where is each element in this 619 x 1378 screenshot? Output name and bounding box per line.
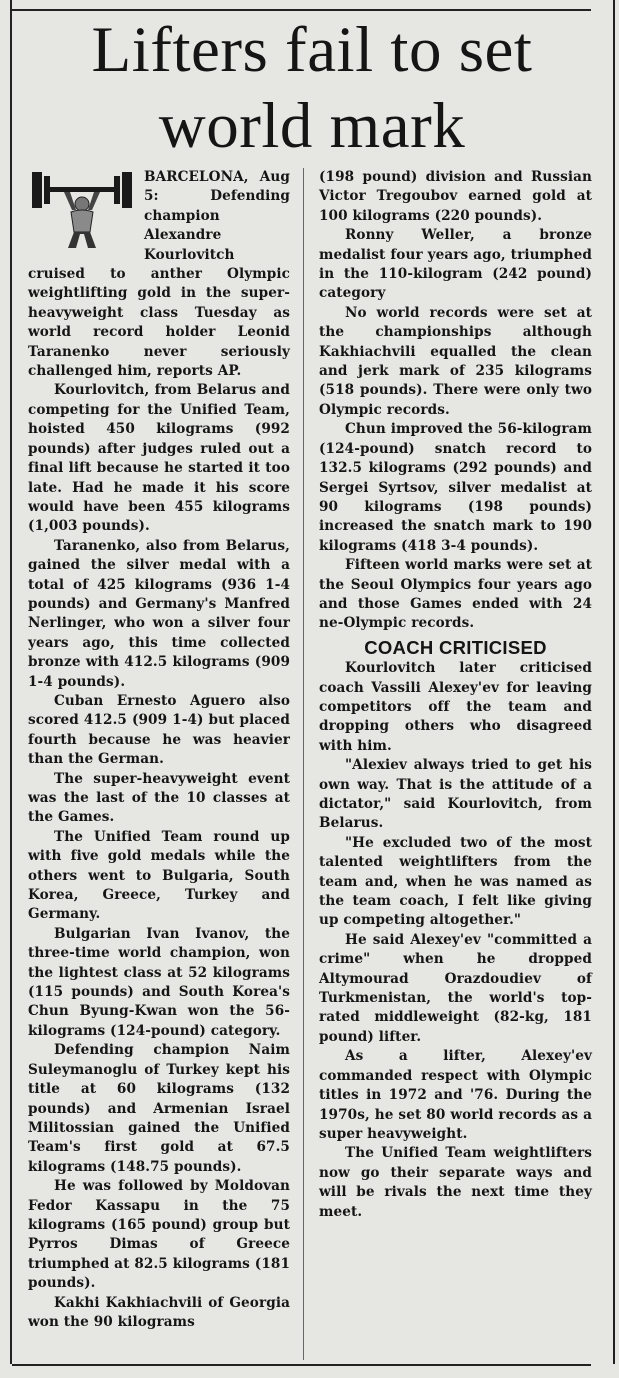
paragraph: "He excluded two of the most talented weightlifters from the team and, when he was named as the team coach, I felt like giving up competing altogether." xyxy=(319,834,592,929)
paragraph: Chun improved the 56-kilogram (124-pound) snatch record to 132.5 kilograms (292 pounds) and Sergei Syrtsov, silver medalist at 90 kilograms (198 pounds) increased the snatch mark to 190 kilograms (418 3-4 pounds). xyxy=(319,421,592,554)
article-right-column xyxy=(319,168,592,1222)
paragraph: Kourlovitch later criticised coach Vassili Alexey'ev for leaving competitors off the team and dropping others who disagreed with him. xyxy=(319,660,592,754)
paragraph: Kourlovitch, from Belarus and competing for the Unified Team, hoisted 450 kilograms (992 pounds) after judges ruled out a final lift because he started it too late. Had he made it his score would have been 455 kilograms (1,003 pounds). xyxy=(28,382,290,535)
headline: Lifters fail to set world mark xyxy=(91,14,533,162)
paragraph: Cuban Ernesto Aguero also scored 412.5 (909 1-4) but placed fourth because he was heavier than the German. xyxy=(28,692,290,768)
paragraph: The Unified Team round up with five gold medals while the others went to Bulgaria, South Korea, Greece, Turkey and Germany. xyxy=(28,828,290,923)
paragraph: No world records were set at the championships although Kakhiachvili equalled the clean and jerk mark of 235 kilograms (518 pounds). There were only two Olympic records. xyxy=(319,304,592,418)
left-border-rule xyxy=(10,0,12,1364)
column-divider xyxy=(303,168,304,1360)
paragraph: Taranenko, also from Belarus, gained the silver medal with a total of 425 kilograms (936 1-4 pounds) and Germany's Manfred Nerlinger, who won a silver four years ago, this time collected bronze with 412.5 kilograms (909 1-4 pounds). xyxy=(28,537,290,690)
paragraph: Bulgarian Ivan Ivanov, the three-time world champion, won the lightest class at 52 kilograms (115 pounds) and South Korea's Chun Byung-Kwan won the 56-kilograms (124-pound) category. xyxy=(28,925,290,1039)
paragraph: The Unified Team weightlifters now go their separate ways and will be rivals the next time they meet. xyxy=(319,1145,592,1220)
paragraph: He was followed by Moldovan Fedor Kassapu in the 75 kilograms (165 pound) group but Pyrros Dimas of Greece triumphed at 82.5 kilograms (181 pounds). xyxy=(28,1178,290,1292)
article-left-column xyxy=(28,168,290,1332)
paragraph: Kakhi Kakhiachvili of Georgia won the 90 kilograms xyxy=(28,1294,290,1330)
paragraph: He said Alexey'ev "committed a crime" when he dropped Altymourad Orazdoudiev of Turkmenistan, the world's top-rated middleweight (82-kg, 181 pound) lifter. xyxy=(319,931,592,1045)
weightlifter-icon xyxy=(26,170,138,250)
paragraph: BARCELONA, Aug 5: Defending champion Alexandre Kourlovitch cruised to anther Olympic weightlifting gold in the super-heavyweight class Tuesday as world record holder Leonid Taranenko never seriously challenged him, reports AP. xyxy=(28,169,290,380)
paragraph: (198 pound) division and Russian Victor Tregoubov earned gold at 100 kilograms (220 pounds). xyxy=(319,169,592,224)
right-border-rule xyxy=(613,0,615,1364)
paragraph: Ronny Weller, a bronze medalist four years ago, triumphed in the 110-kilogram (242 pound) category xyxy=(319,227,592,302)
paragraph: "Alexiev always tried to get his own way. That is the attitude of a dictator," said Kourlovitch, from Belarus. xyxy=(319,757,592,832)
paragraph: As a lifter, Alexey'ev commanded respect with Olympic titles in 1972 and '76. During the 1970s, he set 80 world records as a super heavyweight. xyxy=(319,1048,592,1142)
top-rule xyxy=(12,0,591,11)
paragraph: Defending champion Naim Suleymanoglu of Turkey kept his title at 60 kilograms (132 pounds) and Armenian Israel Militossian gained the Unified Team's first gold at 67.5 kilograms (148.75 pounds). xyxy=(28,1042,290,1175)
section-subhead: COACH CRITICISED xyxy=(364,636,547,658)
paragraph: Fifteen world marks were set at the Seoul Olympics four years ago and those Games ended with 24 ne-Olympic records. xyxy=(319,557,592,632)
paragraph: The super-heavyweight event was the last of the 10 classes at the Games. xyxy=(28,770,290,826)
bottom-rule xyxy=(12,1364,591,1366)
